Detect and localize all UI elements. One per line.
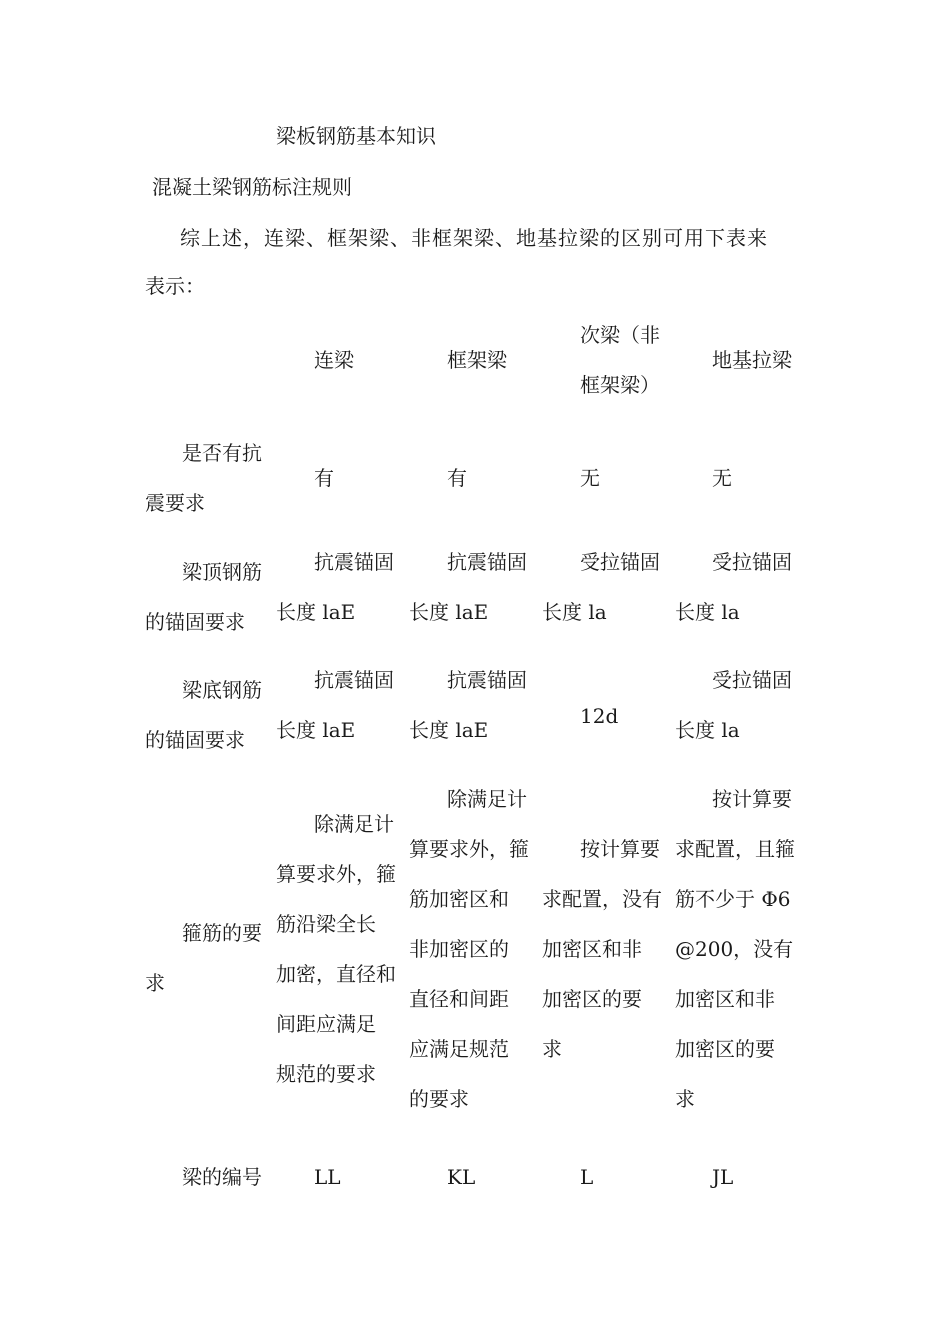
table-cell: 抗震锚固 长度 laE [409,668,527,742]
table-cell: 受拉锚固 长度 la [675,550,792,624]
table-cell: 除满足计 算要求外，箍 筋沿梁全长 加密，直径和 间距应满足 规范的要求 [276,812,396,1086]
table-cell: 按计算要 求配置，没有 加密区和非 加密区的要 求 [542,837,662,1061]
table-cell: KL [447,1165,476,1189]
header-ciliang: 次梁（非 框架梁） [580,323,660,397]
row-label-beam-code: 梁的编号 [182,1165,262,1189]
table-cell: 无 [580,466,600,490]
table-cell: 无 [712,466,732,490]
table-cell: 抗震锚固 长度 laE [409,550,527,624]
table-cell: 抗震锚固 长度 laE [276,550,394,624]
header-kuangjialiang: 框架梁 [447,348,507,372]
table-cell: 受拉锚固 长度 la [675,668,792,742]
row-label-seismic-line2: 震要求 [145,491,205,515]
row-label-top-anchor-line2: 的锚固要求 [145,610,245,634]
table-cell: JL [712,1165,734,1189]
intro-paragraph-line-2: 表示： [145,274,205,298]
row-label-bottom-anchor-line2: 的锚固要求 [145,728,245,752]
table-cell: L [580,1165,594,1189]
table-cell: 有 [447,466,467,490]
row-label-stirrup-line1: 箍筋的要 [182,921,262,945]
table-cell: 受拉锚固 长度 la [542,550,660,624]
table-cell: 抗震锚固 长度 laE [276,668,394,742]
table-cell: 12d [580,704,619,728]
table-cell: 有 [314,466,334,490]
header-lianliang: 连梁 [314,348,354,372]
row-label-top-anchor-line1: 梁顶钢筋 [182,560,262,584]
intro-paragraph-line-1: 综上述，连梁、框架梁、非框架梁、地基拉梁的区别可用下表来 [180,226,768,250]
table-cell: 按计算要 求配置，且箍 筋不少于 Φ6 @200，没有 加密区和非 加密区的要 求 [675,787,795,1111]
table-cell: LL [314,1165,341,1189]
document-title: 梁板钢筋基本知识 [276,124,436,148]
row-label-stirrup-line2: 求 [145,971,165,995]
section-heading: 混凝土梁钢筋标注规则 [152,175,352,199]
row-label-bottom-anchor-line1: 梁底钢筋 [182,678,262,702]
header-dijilaliang: 地基拉梁 [712,348,792,372]
table-cell: 除满足计 算要求外，箍 筋加密区和 非加密区的 直径和间距 应满足规范 的要求 [409,787,529,1111]
row-label-seismic-line1: 是否有抗 [182,441,262,465]
